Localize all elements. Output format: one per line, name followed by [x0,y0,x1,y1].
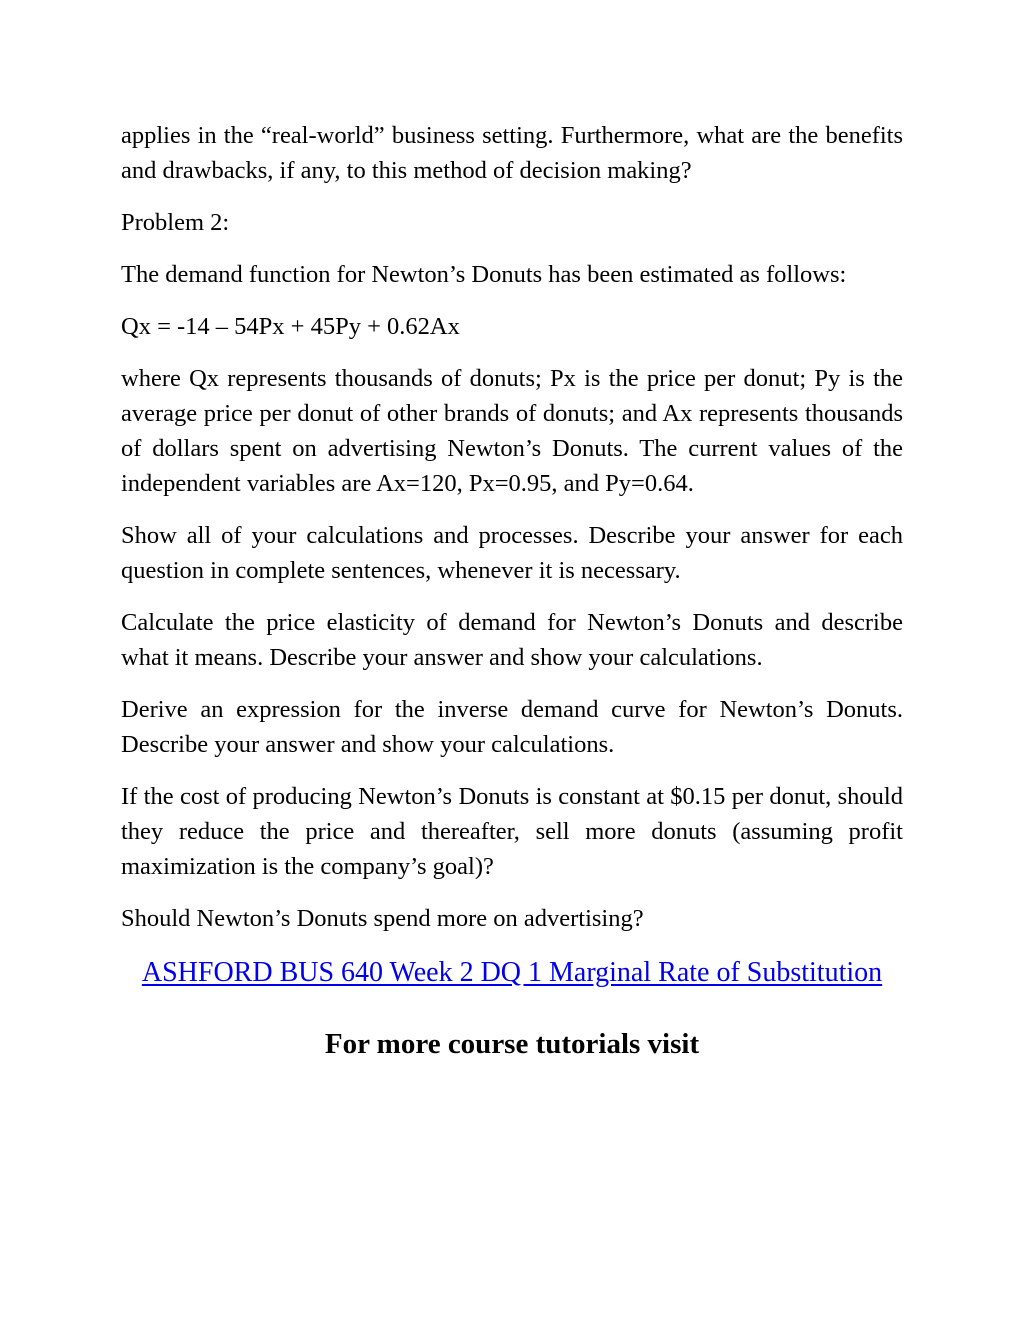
paragraph-intro-continuation: applies in the “real-world” business setting. Furthermore, what are the benefits and drawbacks, if any, to this method of decision making? [121,122,903,184]
question-inverse-demand: Derive an expression for the inverse demand curve for Newton’s Donuts. Describe your answer and show your calculations. [121,696,903,758]
course-link-block [121,956,903,990]
question-pricing-decision: If the cost of producing Newton’s Donuts is constant at $0.15 per donut, should they reduce the price and thereafter, sell more donuts (assuming profit maximization is the company’s goal)? [121,783,903,880]
document-page [121,118,903,1061]
paragraph-variable-definitions: where Qx represents thousands of donuts; Px is the price per donut; Py is the average price per donut of other brands of donuts; and Ax represents thousands of dollars spent on advertising Newton’s Donuts. The current values of the independent variables are Ax=120, Px=0.95, and Py=0.64. [121,365,903,497]
demand-equation: Qx = -14 – 54Px + 45Py + 0.62Ax [121,313,460,340]
paragraph-demand-function-intro: The demand function for Newton’s Donuts has been estimated as follows: [121,261,847,288]
paragraph-instructions: Show all of your calculations and processes. Describe your answer for each question in complete sentences, whenever it is necessary. [121,522,903,584]
question-advertising: Should Newton’s Donuts spend more on advertising? [121,905,644,932]
problem-heading: Problem 2: [121,209,230,236]
course-link[interactable]: ASHFORD BUS 640 Week 2 DQ 1 Marginal Rate of Substitution [141,957,883,988]
tutorials-cta-heading: For more course tutorials visit [324,1028,700,1060]
question-price-elasticity: Calculate the price elasticity of demand for Newton’s Donuts and describe what it means. Describe your answer and show your calculations. [121,609,903,671]
